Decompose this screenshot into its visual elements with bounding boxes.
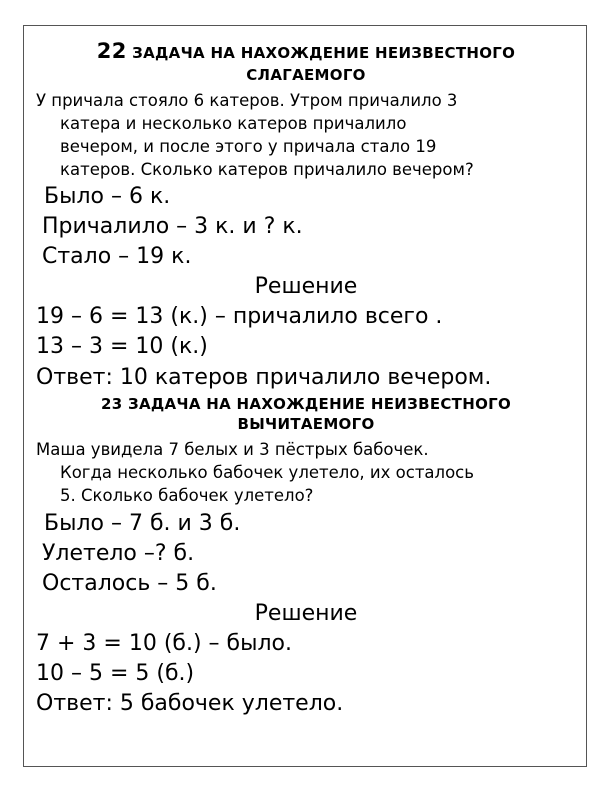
problem1-title-line1: ЗАДАЧА НА НАХОЖДЕНИЕ НЕИЗВЕСТНОГО [132, 44, 516, 62]
problem1-solution-1: 19 – 6 = 13 (к.) – причалило всего . [36, 304, 443, 329]
problem1-title-line2: СЛАГАЕМОГО [246, 66, 366, 84]
problem1-condition-1: Было – 6 к. [44, 184, 171, 209]
problem2-text-line3: 5. Сколько бабочек улетело? [60, 486, 314, 505]
problem1-text-line3: вечером, и после этого у причала стало 19 [60, 137, 437, 156]
problem2-condition-1: Было – 7 б. и 3 б. [44, 511, 241, 536]
problem2-title-line1: ЗАДАЧА НА НАХОЖДЕНИЕ НЕИЗВЕСТНОГО [127, 395, 512, 413]
problem1-number: 22 [96, 39, 127, 63]
problem1-text-line4: катеров. Сколько катеров причалило вечером? [60, 160, 474, 179]
problem2-number: 23 [100, 395, 123, 413]
problem1-title [24, 39, 588, 63]
problem2-solution-1: 7 + 3 = 10 (б.) – было. [36, 631, 292, 656]
problem2-text-line1: Маша увидела 7 белых и 3 пёстрых бабочек. [36, 440, 429, 459]
problem1-answer: Ответ: 10 катеров причалило вечером. [36, 365, 492, 390]
worksheet-page [23, 25, 587, 767]
problem1-solution-heading: Решение [254, 274, 358, 299]
problem1-condition-2: Причалило – 3 к. и ? к. [42, 214, 303, 239]
problem1-condition-3: Стало – 19 к. [42, 244, 192, 269]
problem2-solution-2: 10 – 5 = 5 (б.) [36, 661, 195, 686]
problem2-condition-2: Улетело –? б. [42, 541, 195, 566]
problem2-answer: Ответ: 5 бабочек улетело. [36, 691, 344, 716]
problem2-solution-heading: Решение [254, 601, 358, 626]
problem1-text-line1: У причала стояло 6 катеров. Утром причалило 3 [36, 91, 458, 110]
problem1-text-line2: катера и несколько катеров причалило [60, 114, 407, 133]
problem1-solution-2: 13 – 3 = 10 (к.) [36, 334, 208, 359]
problem2-condition-3: Осталось – 5 б. [42, 571, 217, 596]
problem2-title-line2: ВЫЧИТАЕМОГО [237, 415, 375, 433]
problem2-title [24, 395, 588, 413]
problem2-text-line2: Когда несколько бабочек улетело, их осталось [60, 463, 474, 482]
